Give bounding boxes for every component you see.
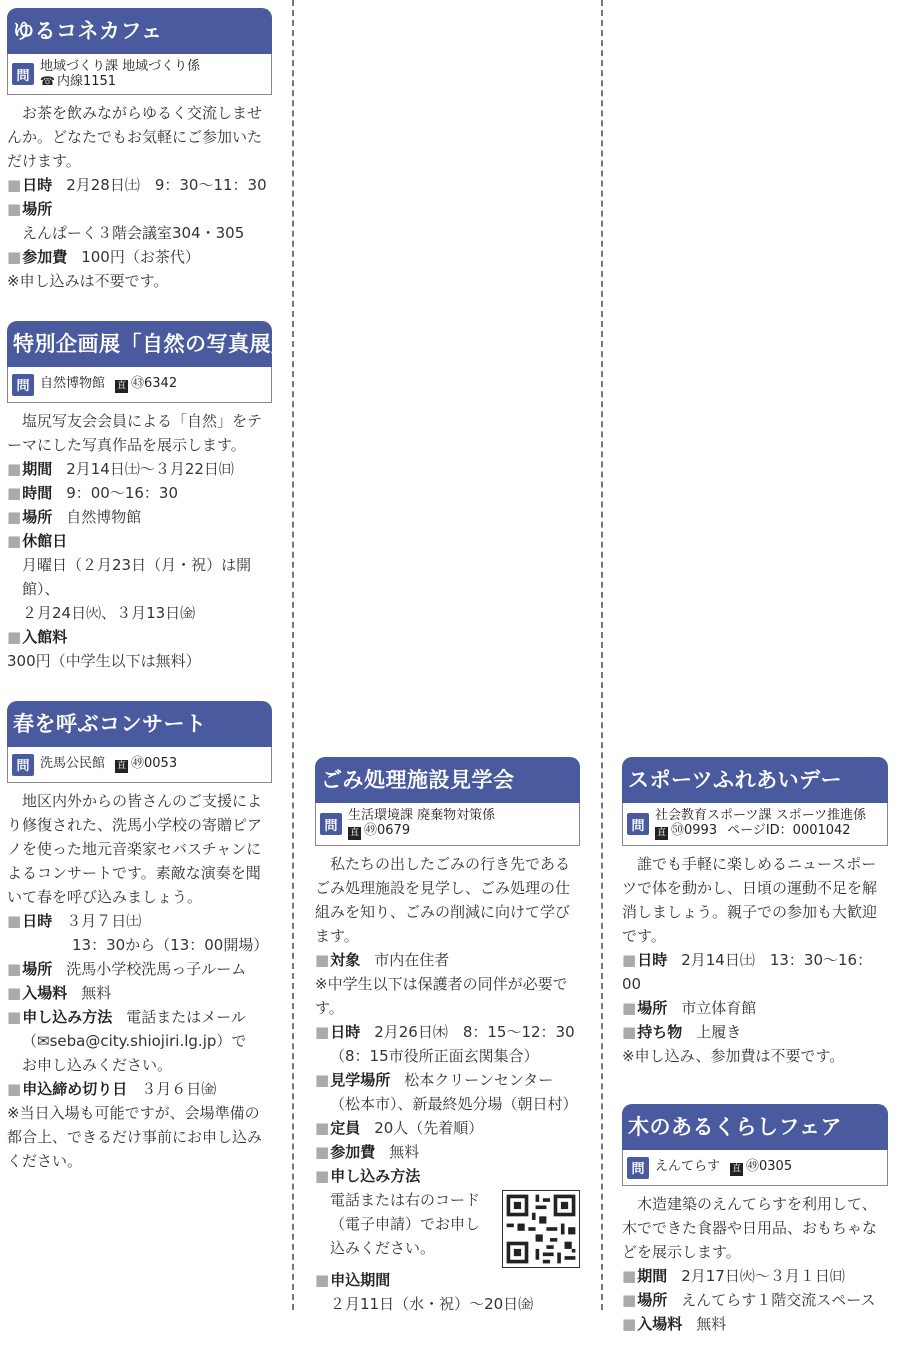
apply-row: ■申し込み方法 [315,1167,421,1185]
contact-box [7,54,272,95]
contact-box [315,803,580,846]
qr-code-icon[interactable] [502,1190,580,1268]
contact-box [7,367,272,403]
intro-text: 塩尻写友会会員による「自然」をテーマにした写真作品を展示します。 [7,412,263,454]
direct-line-icon: 直 [349,828,359,838]
contact-line: 自然博物館 直 ㊸6342 [40,376,178,391]
contact-tel: 直 ㊾0679 [349,823,411,838]
section-garbage-facility-tour [315,757,580,1316]
section-title: スポーツふれあいデー [622,757,888,803]
target-note: ※中学生以下は保護者の同伴が必要です。 [315,975,568,1017]
period-row: ■申込期間 [315,1271,391,1289]
inquiry-icon: 問 [12,63,34,85]
apply-line-3: お申し込みください。 [22,1056,173,1074]
date-row: ■日時 2月14日㈯ 13：30～16：00 [622,951,873,993]
deadline-row: ■申込締め切り日 ３月６日㈮ [7,1080,217,1098]
apply-row: ■申し込み方法 電話またはメール [7,1008,246,1026]
closed-row: ■休館日 [7,532,68,550]
apply-block [315,1188,580,1260]
inquiry-icon: 問 [627,1157,649,1179]
section-spring-concert [7,701,272,1173]
contact-line: 洗馬公民館 直 ㊾0053 [40,756,178,771]
section-body [622,852,888,1068]
contact-box [622,1150,888,1186]
place-row: ■場所 [7,200,53,218]
fee-row: ■参加費 無料 [315,1143,420,1161]
fee-row: ■入場料 無料 [7,984,112,1002]
section-wood-living-fair [622,1104,888,1336]
intro-text: お茶を飲みながらゆるく交流しませんか。どなたでもお気軽にご参加いただけます。 [7,104,263,170]
date-line-2: （8：15市役所正面玄関集合） [330,1047,539,1065]
intro-text: 誰でも手軽に楽しめるニュースポーツで体を動かし、日頃の運動不足を解消しましょう。親子での参加も大歓迎です。 [622,855,878,945]
contact-dept: 生活環境課 廃棄物対策係 [348,808,496,823]
place-row: ■場所 えんてらす１階交流スペース [622,1291,876,1309]
date-row: ■日時 2月26日㈭ 8：15～12：30 [315,1023,575,1041]
period-row: ■期間 2月17日㈫～３月１日㈰ [622,1267,845,1285]
note-text: ※当日入場も可能ですが、会場準備の都合上、できるだけ事前にお申し込みください。 [7,1104,263,1170]
inquiry-icon: 問 [12,374,34,396]
closed-line-2: ２月24日㈫、３月13日㈮ [22,604,196,622]
direct-line-icon: 直 [732,1164,742,1174]
intro-text: 地区内外からの皆さんのご支援により修復された、洗馬小学校の寄贈ピアノを使った地元音楽家セバスチャンによるコンサートです。素敵な演奏を聞いて春を呼び込みましょう。 [7,792,263,906]
direct-line-icon: 直 [117,761,127,771]
inquiry-icon: 問 [320,813,342,835]
contact-dept: 地域づくり課 地域づくり係 [40,59,201,74]
contact-box [7,747,272,783]
section-title: 木のあるくらしフェア [622,1104,888,1150]
place-row: ■場所 市立体育館 [622,999,757,1017]
closed-line-1: 月曜日（２月23日（月・祝）は開館）、 [22,556,252,598]
apply-text: 電話または右のコード（電子申請）でお申し込みください。 [330,1191,481,1257]
fee-row: ■入場料 無料 [622,1315,727,1333]
contact-line: えんてらす 直 ㊾0305 [655,1159,793,1174]
tour-row: ■見学場所 松本クリーンセンター [315,1071,554,1089]
section-title: ゆるコネカフェ [7,8,272,54]
fee-row: ■入館料300円（中学生以下は無料） [7,628,201,670]
section-yurukone-cafe [7,8,272,293]
capacity-row: ■定員 20人（先着順） [315,1119,484,1137]
section-body [622,1192,888,1336]
time-row: ■時間 9：00～16：30 [7,484,179,502]
section-sports-day [622,757,888,1068]
section-body [7,101,272,293]
period-row: ■期間 2月14日㈯～３月22日㈰ [7,460,234,478]
date-row: ■日時 ３月７日㈯ [7,912,142,930]
right-column [622,757,888,1364]
apply-email[interactable]: （✉seba@city.shiojiri.lg.jp）で [22,1032,247,1050]
intro-text: 私たちの出したごみの行き先であるごみ処理施設を見学し、ごみ処理の仕組みを知り、ごみの削減に向けて学びます。 [315,855,571,945]
section-body [7,789,272,1173]
direct-line-icon: 直 [656,828,666,838]
direct-line-icon: 直 [117,381,127,391]
note-text: ※申し込みは不要です。 [7,272,169,290]
left-column [7,8,293,1201]
place-row: ■場所 自然博物館 [7,508,142,526]
period-value: ２月11日（水・祝）～20日㈮ [330,1295,534,1313]
contact-ext: ☎ 内線1151 [40,74,117,89]
fee-row: ■参加費 100円（お茶代） [7,248,200,266]
target-row: ■対象 市内在住者 [315,951,450,969]
section-body [7,409,272,673]
inquiry-icon: 問 [12,754,34,776]
section-title: ごみ処理施設見学会 [315,757,580,803]
section-photo-exhibition [7,321,293,673]
place-value: えんぱーく３階会議室304・305 [22,224,245,242]
phone-icon: ☎ [40,74,55,88]
intro-text: 木造建築のえんてらすを利用して、木でできた食器や日用品、おもちゃなどを展示します。 [622,1195,878,1261]
tour-line-2: （松本市）、新最終処分場（朝日村） [330,1095,578,1113]
contact-box [622,803,888,846]
column-divider-right [601,0,603,1310]
column-divider-left [292,0,294,1310]
contact-tel: 直 ㊿0993 ページID：0001042 [656,823,851,838]
contact-dept: 社会教育スポーツ課 スポーツ推進係 [655,808,867,823]
place-row: ■場所 洗馬小学校洗馬っ子ルーム [7,960,247,978]
note-text: ※申し込み、参加費は不要です。 [622,1047,845,1065]
items-row: ■持ち物 上履き [622,1023,742,1041]
section-title: 春を呼ぶコンサート [7,701,272,747]
inquiry-icon: 問 [627,813,649,835]
section-body [315,852,580,1316]
date-value-2: 13：30から（13：00開場） [72,936,269,954]
section-title: 特別企画展「自然の写真展」 [7,321,272,367]
middle-column [315,757,580,1344]
date-row: ■日時 2月28日㈯ 9：30～11：30 [7,176,267,194]
